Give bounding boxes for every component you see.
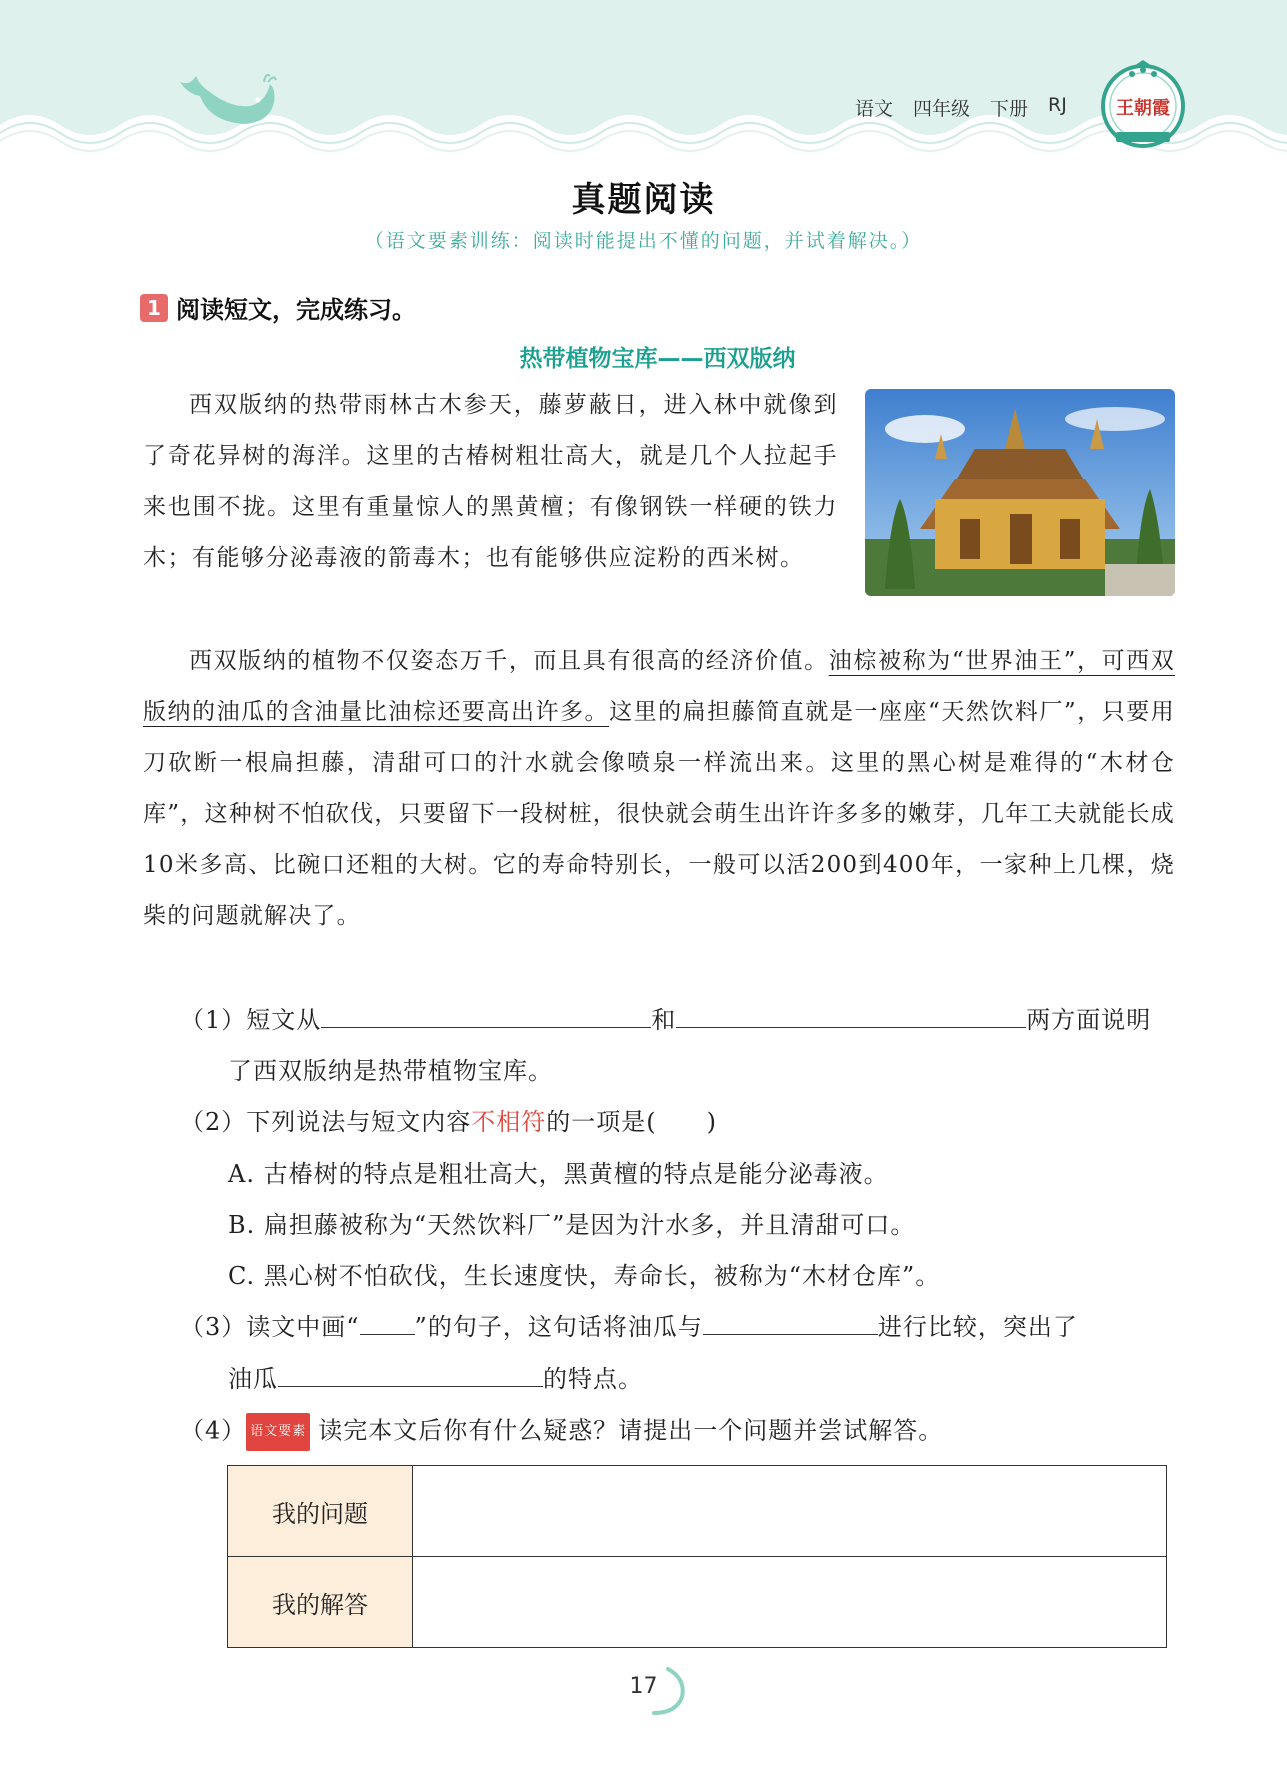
- question-4: [180, 1413, 943, 1451]
- question-heading: [140, 290, 416, 325]
- q3-text-a: （3）读文中画“: [180, 1313, 360, 1341]
- question-2: [180, 1105, 717, 1139]
- q3-text-c: 进行比较，突出了: [877, 1313, 1078, 1341]
- option-b[interactable]: B. 扁担藤被称为“天然饮料厂”是因为汁水多，并且清甜可口。: [228, 1211, 916, 1239]
- paragraph-2-start: 西双版纳的植物不仅姿态万千，而且具有很高的经济价值。: [189, 648, 829, 674]
- my-answer-label: 我的解答: [228, 1557, 413, 1648]
- volume-label: 下册: [990, 98, 1029, 120]
- question-3: [180, 1310, 1078, 1344]
- q3-blank-2[interactable]: [278, 1362, 543, 1387]
- q2-text-b[interactable]: 的一项是( ): [546, 1108, 718, 1136]
- page-title: 真题阅读: [571, 180, 716, 220]
- edition-label: RJ: [1048, 94, 1067, 116]
- underlined-sentence: 油棕被称为“世界油王”，可西双版纳的油瓜的含油量比油棕还要高出许多。: [143, 648, 1175, 725]
- page-subtitle: （语文要素训练：阅读时能提出不懂的问题，并试着解决。）: [364, 230, 923, 252]
- subject-label: 语文: [855, 98, 894, 120]
- language-element-tag: 语文要素: [246, 1413, 310, 1451]
- q1-continued: 了西双版纳是热带植物宝库。: [228, 1057, 553, 1085]
- q3-blank-1[interactable]: [703, 1310, 878, 1335]
- grade-label: 四年级: [913, 98, 971, 120]
- temple-photo: [865, 389, 1175, 596]
- question-1: [180, 1003, 1151, 1037]
- q1-text-a: （1）短文从: [180, 1006, 322, 1034]
- question-number: 1: [140, 294, 168, 322]
- q1-text-b: 和: [651, 1006, 677, 1034]
- my-answer-field[interactable]: [413, 1557, 1167, 1648]
- whale-icon: [170, 72, 280, 134]
- q2-emphasis: 不相符: [471, 1108, 547, 1136]
- answer-table: [227, 1465, 1167, 1648]
- question-instruction: 阅读短文，完成练习。: [176, 296, 416, 324]
- q1-text-c: 两方面说明: [1026, 1006, 1152, 1034]
- my-question-label: 我的问题: [228, 1466, 413, 1557]
- q3-continued: [228, 1362, 643, 1396]
- q1-blank-1[interactable]: [321, 1003, 651, 1028]
- q1-blank-2[interactable]: [676, 1003, 1026, 1028]
- q3-text-b: ”的句子，这句话将油瓜与: [414, 1313, 703, 1341]
- q2-text-a: （2）下列说法与短文内容: [180, 1108, 472, 1136]
- article-paragraph-1: 西双版纳的热带雨林古木参天，藤萝蔽日，进入林中就像到了奇花异树的海洋。这里的古椿树粗壮高大，就是几个人拉起手来也围不拢。这里有重量惊人的黑黄檀；有像钢铁一样硬的铁力木；有能够分泌毒液的箭毒木；也有能够供应淀粉的西米树。: [143, 392, 838, 571]
- option-c[interactable]: C. 黑心树不怕砍伐，生长速度快，寿命长，被称为“木材仓库”。: [228, 1262, 941, 1290]
- q4-text-b: 读完本文后你有什么疑惑？请提出一个问题并尝试解答。: [318, 1416, 944, 1445]
- article-paragraph-2: [143, 636, 1175, 942]
- page-number: 17: [629, 1674, 658, 1699]
- publisher-logo: [1098, 58, 1188, 154]
- table-row: [228, 1557, 1167, 1648]
- q3-underline-sample: [360, 1314, 415, 1335]
- q4-text-a: （4）: [180, 1416, 247, 1445]
- q3-text-e: 的特点。: [543, 1365, 643, 1393]
- article-title: 热带植物宝库——西双版纳: [519, 346, 796, 372]
- book-info: [855, 94, 1067, 121]
- logo-text: 王朝霞: [1116, 98, 1170, 119]
- table-row: [228, 1466, 1167, 1557]
- q3-text-d: 油瓜: [228, 1365, 278, 1393]
- paragraph-2-end: 这里的扁担藤简直就是一座座“天然饮料厂”，只要用刀砍断一根扁担藤，清甜可口的汁水就会像喷泉一样流出来。这里的黑心树是难得的“木材仓库”，这种树不怕砍伐，只要留下一段树桩，很快就会萌生出许许多多的嫩芽，几年工夫就能长成10米多高、比碗口还粗的大树。它的寿命特别长，一般可以活200到400年，一家种上几棵，烧柴的问题就解决了。: [143, 699, 1175, 929]
- my-question-field[interactable]: [413, 1466, 1167, 1557]
- option-a[interactable]: A. 古椿树的特点是粗壮高大，黑黄檀的特点是能分泌毒液。: [228, 1160, 889, 1188]
